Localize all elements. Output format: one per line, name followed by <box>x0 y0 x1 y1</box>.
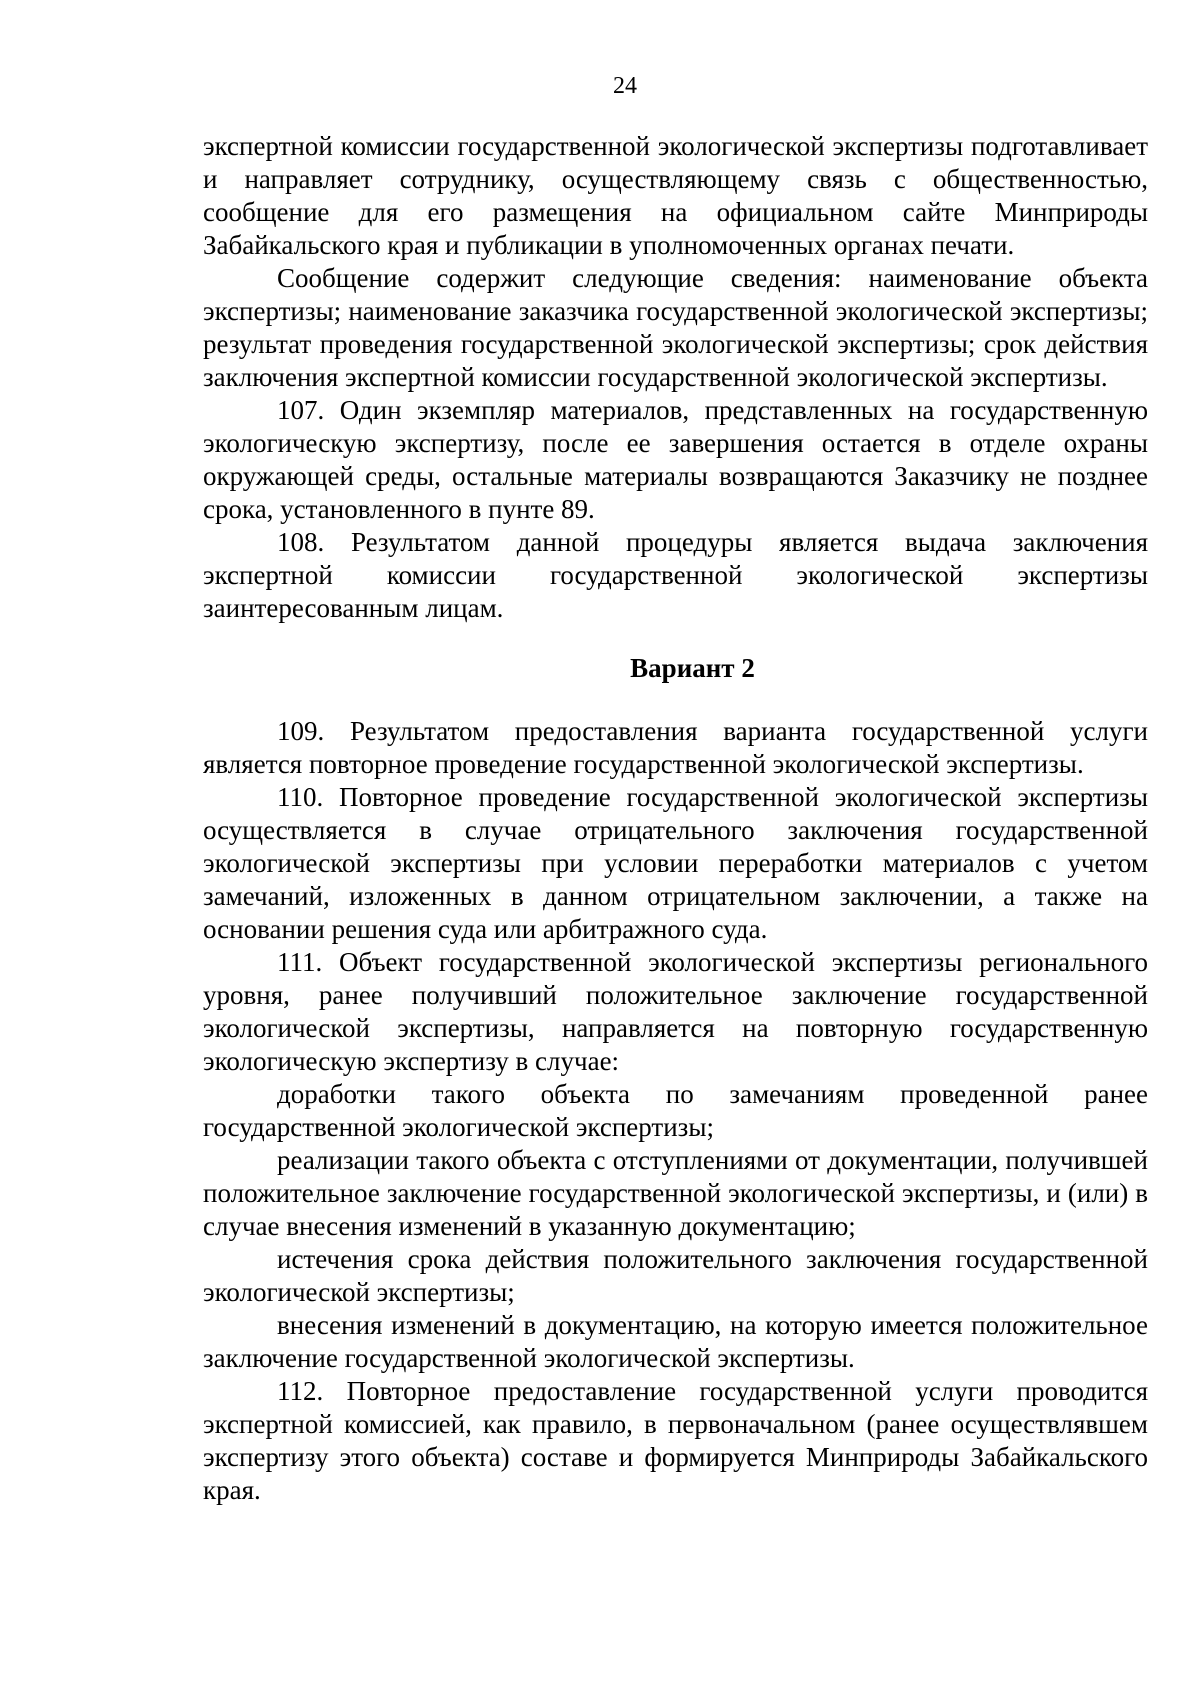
paragraph: 111. Объект государственной экологической экспертизы регионального уровня, ранее получивший положительное заключение государственной экологической экспертизы, направляется на повторную государственную экологическую экспертизу в случае: <box>203 947 1148 1076</box>
paragraph: доработки такого объекта по замечаниям проведенной ранее государственной экологической экспертизы; <box>203 1079 1148 1142</box>
paragraph: Сообщение содержит следующие сведения: наименование объекта экспертизы; наименование заказчика государственной экологической экспертизы; результат проведения государственной экологической экспертизы; срок действия заключения экспертной комиссии государственной экологической экспертизы. <box>203 263 1148 392</box>
paragraph: внесения изменений в документацию, на которую имеется положительное заключение государственной экологической экспертизы. <box>203 1310 1148 1373</box>
paragraph: экспертной комиссии государственной экологической экспертизы подготавливает и направляет сотруднику, осуществляющему связь с общественностью, сообщение для его размещения на официальном сайте Минприроды Забайкальского края и публикации в уполномоченных органах печати. <box>203 131 1148 260</box>
page-number: 24 <box>613 73 637 99</box>
paragraph: истечения срока действия положительного заключения государственной экологической экспертизы; <box>203 1244 1148 1307</box>
section-heading: Вариант 2 <box>630 653 755 683</box>
paragraph: 107. Один экземпляр материалов, представленных на государственную экологическую экспертизу, после ее завершения остается в отделе охраны окружающей среды, остальные материалы возвращаются Заказчику не позднее срока, установленного в пунте 89. <box>203 395 1148 524</box>
document-body <box>203 130 1148 1507</box>
paragraph: 109. Результатом предоставления варианта государственной услуги является повторное проведение государственной экологической экспертизы. <box>203 716 1148 779</box>
paragraph: реализации такого объекта с отступлениями от документации, получившей положительное заключение государственной экологической экспертизы, и (или) в случае внесения изменений в указанную документацию; <box>203 1145 1148 1241</box>
paragraph: 112. Повторное предоставление государственной услуги проводится экспертной комиссией, как правило, в первоначальном (ранее осуществлявшем экспертизу этого объекта) составе и формируется Минприроды Забайкальского края. <box>203 1376 1148 1505</box>
paragraph: 108. Результатом данной процедуры является выдача заключения экспертной комиссии государственной экологической экспертизы заинтересованным лицам. <box>203 527 1148 623</box>
paragraph: 110. Повторное проведение государственной экологической экспертизы осуществляется в случае отрицательного заключения государственной экологической экспертизы при условии переработки материалов с учетом замечаний, изложенных в данном отрицательном заключении, а также на основании решения суда или арбитражного суда. <box>203 782 1148 944</box>
